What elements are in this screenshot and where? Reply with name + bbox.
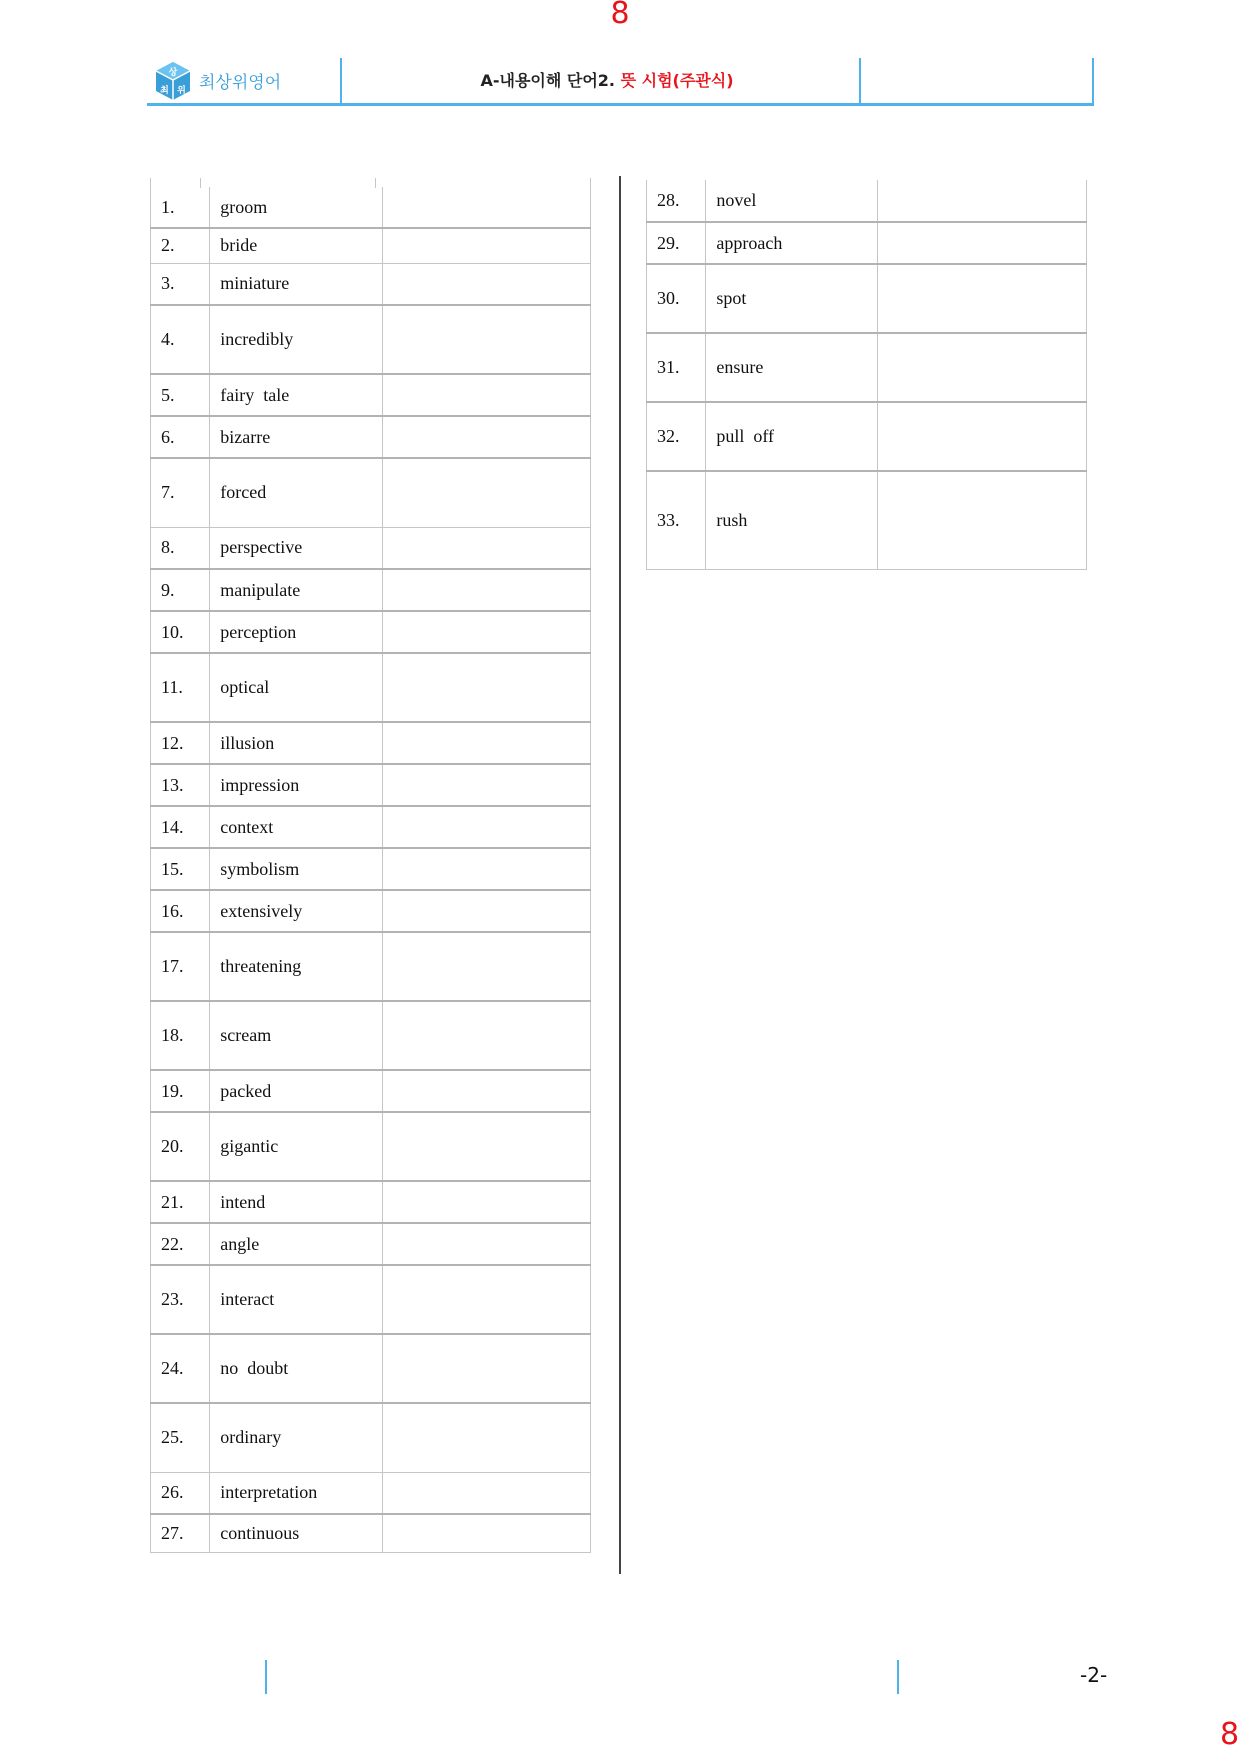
vocab-word: groom — [210, 187, 382, 228]
vocab-word: no doubt — [210, 1334, 382, 1403]
table-row — [151, 263, 591, 305]
vocab-table-left — [150, 187, 591, 1553]
answer-cell[interactable] — [382, 527, 590, 569]
item-number: 32. — [647, 402, 706, 471]
page-number: -2- — [1080, 1663, 1108, 1687]
vocab-word: packed — [210, 1070, 382, 1112]
answer-cell[interactable] — [382, 932, 590, 1001]
item-number: 18. — [151, 1001, 210, 1070]
table-row — [151, 1334, 591, 1403]
table-row — [151, 890, 591, 932]
item-number: 15. — [151, 848, 210, 890]
answer-cell[interactable] — [382, 187, 590, 228]
logo-char-right: 위 — [177, 86, 186, 96]
table-row — [151, 569, 591, 611]
table-row — [151, 305, 591, 374]
answer-cell[interactable] — [382, 1265, 590, 1334]
answer-cell[interactable] — [878, 180, 1087, 222]
answer-cell[interactable] — [382, 764, 590, 806]
vocab-word: intend — [210, 1181, 382, 1223]
vocab-word: spot — [706, 264, 878, 333]
table-row — [647, 471, 1087, 569]
vocab-word: miniature — [210, 263, 382, 305]
title-highlight: 뜻 시험(주관식) — [620, 71, 734, 90]
vocab-word: scream — [210, 1001, 382, 1070]
answer-cell[interactable] — [382, 569, 590, 611]
item-number: 9. — [151, 569, 210, 611]
answer-cell[interactable] — [382, 416, 590, 458]
table-row — [151, 722, 591, 764]
vocab-word: forced — [210, 458, 382, 527]
answer-cell[interactable] — [382, 1112, 590, 1181]
vocab-word: impression — [210, 764, 382, 806]
item-number: 3. — [151, 263, 210, 305]
item-number: 12. — [151, 722, 210, 764]
page-title — [344, 68, 870, 91]
table-row — [151, 806, 591, 848]
brand-name: 최상위영어 — [199, 73, 282, 93]
logo-char-left: 최 — [160, 86, 169, 96]
vocab-word: fairy tale — [210, 374, 382, 416]
table-row — [151, 653, 591, 722]
item-number: 13. — [151, 764, 210, 806]
answer-cell[interactable] — [878, 222, 1087, 264]
table-row — [647, 402, 1087, 471]
vocab-word: bizarre — [210, 416, 382, 458]
vocab-word: novel — [706, 180, 878, 222]
table-row — [647, 333, 1087, 402]
table-row — [151, 458, 591, 527]
table-row — [151, 1265, 591, 1334]
answer-cell[interactable] — [382, 1514, 590, 1552]
item-number: 26. — [151, 1472, 210, 1514]
table-row — [151, 187, 591, 228]
item-number: 30. — [647, 264, 706, 333]
table-row — [151, 527, 591, 569]
item-number: 28. — [647, 180, 706, 222]
answer-cell[interactable] — [382, 374, 590, 416]
item-number: 8. — [151, 527, 210, 569]
answer-cell[interactable] — [382, 1472, 590, 1514]
answer-cell[interactable] — [878, 471, 1087, 569]
answer-cell[interactable] — [878, 264, 1087, 333]
table-row — [151, 1181, 591, 1223]
answer-cell[interactable] — [382, 806, 590, 848]
table-row — [151, 1472, 591, 1514]
vocab-word: interact — [210, 1265, 382, 1334]
table-row — [151, 1223, 591, 1265]
vocab-word: bride — [210, 228, 382, 263]
footer-divider — [265, 1660, 267, 1694]
vocab-word: gigantic — [210, 1112, 382, 1181]
table-row — [647, 222, 1087, 264]
table-row — [151, 1112, 591, 1181]
table-row — [151, 932, 591, 1001]
item-number: 16. — [151, 890, 210, 932]
table-row — [151, 374, 591, 416]
item-number: 27. — [151, 1514, 210, 1552]
footer-divider — [897, 1660, 899, 1694]
page-corner-marker: 8 — [1220, 1717, 1240, 1752]
vocab-word: angle — [210, 1223, 382, 1265]
table-row — [151, 416, 591, 458]
table-row — [151, 228, 591, 263]
item-number: 1. — [151, 187, 210, 228]
vocab-word: optical — [210, 653, 382, 722]
title-main: A-내용이해 단어2. — [480, 71, 616, 90]
item-number: 25. — [151, 1403, 210, 1472]
header-divider — [340, 58, 342, 103]
table-row — [151, 1403, 591, 1472]
answer-cell[interactable] — [382, 1181, 590, 1223]
vocab-word: incredibly — [210, 305, 382, 374]
vocab-word: approach — [706, 222, 878, 264]
item-number: 14. — [151, 806, 210, 848]
header-divider — [859, 58, 861, 103]
vocab-word: symbolism — [210, 848, 382, 890]
answer-cell[interactable] — [878, 402, 1087, 471]
answer-cell[interactable] — [878, 333, 1087, 402]
item-number: 20. — [151, 1112, 210, 1181]
answer-cell[interactable] — [382, 890, 590, 932]
vocab-word: extensively — [210, 890, 382, 932]
item-number: 29. — [647, 222, 706, 264]
vocab-word: illusion — [210, 722, 382, 764]
table-row — [151, 848, 591, 890]
vocab-word: perspective — [210, 527, 382, 569]
vocab-word: threatening — [210, 932, 382, 1001]
answer-cell[interactable] — [382, 722, 590, 764]
item-number: 11. — [151, 653, 210, 722]
answer-cell[interactable] — [382, 1001, 590, 1070]
item-number: 10. — [151, 611, 210, 653]
table-row — [647, 180, 1087, 222]
item-number: 7. — [151, 458, 210, 527]
item-number: 17. — [151, 932, 210, 1001]
answer-cell[interactable] — [382, 1070, 590, 1112]
answer-cell[interactable] — [382, 305, 590, 374]
vocab-word: interpretation — [210, 1472, 382, 1514]
vocab-word: continuous — [210, 1514, 382, 1552]
answer-cell[interactable] — [382, 1334, 590, 1403]
logo-char-top: 상 — [168, 68, 178, 78]
item-number: 31. — [647, 333, 706, 402]
answer-cell[interactable] — [382, 1223, 590, 1265]
page-top-marker: 8 — [610, 0, 630, 31]
answer-cell[interactable] — [382, 1403, 590, 1472]
column-divider — [619, 176, 621, 1574]
table-row — [151, 1070, 591, 1112]
table-row — [151, 1514, 591, 1552]
table-row — [151, 611, 591, 653]
page-header — [147, 58, 1094, 106]
table-row — [151, 764, 591, 806]
vocab-word: perception — [210, 611, 382, 653]
table-row — [151, 1001, 591, 1070]
vocab-word: rush — [706, 471, 878, 569]
vocab-word: ordinary — [210, 1403, 382, 1472]
item-number: 33. — [647, 471, 706, 569]
answer-cell[interactable] — [382, 611, 590, 653]
answer-cell[interactable] — [382, 653, 590, 722]
answer-cell[interactable] — [382, 848, 590, 890]
item-number: 24. — [151, 1334, 210, 1403]
item-number: 5. — [151, 374, 210, 416]
table-row — [647, 264, 1087, 333]
vocab-word: ensure — [706, 333, 878, 402]
item-number: 23. — [151, 1265, 210, 1334]
vocab-word: pull off — [706, 402, 878, 471]
vocab-table-right — [646, 180, 1087, 570]
item-number: 21. — [151, 1181, 210, 1223]
answer-cell[interactable] — [382, 458, 590, 527]
item-number: 4. — [151, 305, 210, 374]
answer-cell[interactable] — [382, 263, 590, 305]
answer-cell[interactable] — [382, 228, 590, 263]
item-number: 6. — [151, 416, 210, 458]
item-number: 22. — [151, 1223, 210, 1265]
item-number: 19. — [151, 1070, 210, 1112]
vocab-word: context — [210, 806, 382, 848]
vocab-word: manipulate — [210, 569, 382, 611]
brand-logo-icon — [153, 61, 193, 101]
item-number: 2. — [151, 228, 210, 263]
header-divider — [1092, 58, 1094, 103]
